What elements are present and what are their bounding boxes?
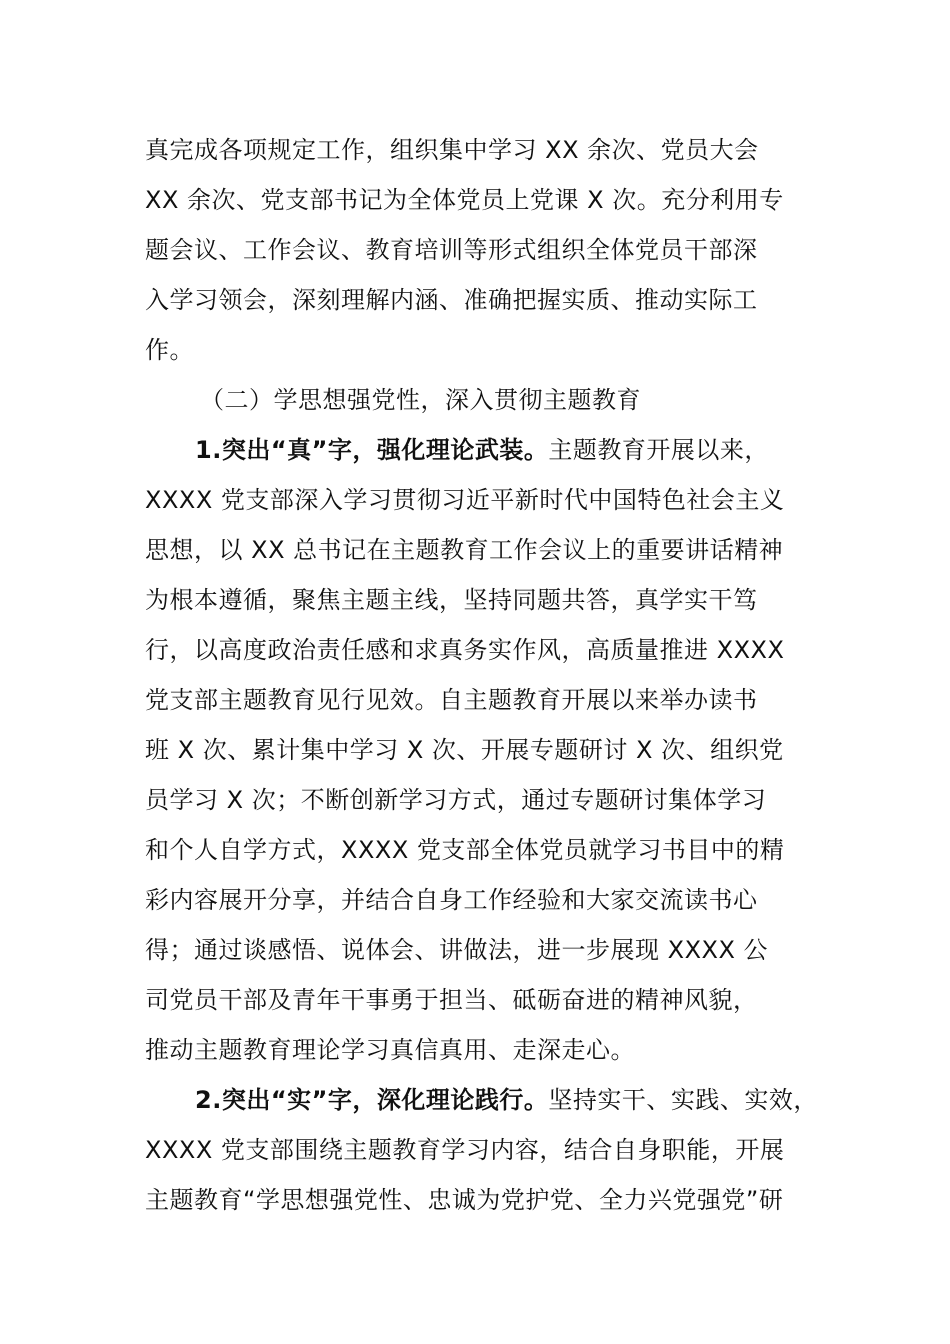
body-text-line: XXXX 党支部围绕主题教育学习内容，结合自身职能，开展	[145, 1136, 785, 1164]
body-text-line: XXXX 党支部深入学习贯彻习近平新时代中国特色社会主义	[145, 486, 785, 514]
subsection-heading: 2.突出“实”字，深化理论践行。	[195, 1086, 549, 1114]
body-text-line: 得；通过谈感悟、说体会、讲做法，进一步展现 XXXX 公	[145, 936, 769, 964]
section-heading: （二）学思想强党性，深入贯彻主题教育	[200, 386, 641, 414]
body-text-line: 彩内容展开分享，并结合自身工作经验和大家交流读书心	[145, 886, 758, 914]
subsection-paragraph-start	[195, 1084, 818, 1116]
body-text-line: 行，以高度政治责任感和求真务实作风，高质量推进 XXXX	[145, 636, 785, 664]
subsection-paragraph-start	[195, 434, 769, 466]
body-text-line: 作。	[145, 336, 194, 364]
body-text-line: XX 余次、党支部书记为全体党员上党课 X 次。充分利用专	[145, 186, 784, 214]
body-text-line: 为根本遵循，聚焦主题主线，坚持同题共答，真学实干笃	[145, 586, 758, 614]
body-text-line: 党支部主题教育见行见效。自主题教育开展以来举办读书	[145, 686, 758, 714]
body-text-segment: 主题教育开展以来，	[548, 436, 769, 464]
body-text-line: 入学习领会，深刻理解内涵、准确把握实质、推动实际工	[145, 286, 758, 314]
body-text-line: 员学习 X 次；不断创新学习方式，通过专题研讨集体学习	[145, 786, 767, 814]
subsection-heading: 1.突出“真”字，强化理论武装。	[195, 436, 549, 464]
body-text-segment: 坚持实干、实践、实效，	[548, 1086, 818, 1114]
body-text-line: 题会议、工作会议、教育培训等形式组织全体党员干部深	[145, 236, 758, 264]
body-text-line: 主题教育“学思想强党性、忠诚为党护党、全力兴党强党”研	[145, 1186, 784, 1214]
body-text-line: 推动主题教育理论学习真信真用、走深走心。	[145, 1036, 635, 1064]
body-text-line: 真完成各项规定工作，组织集中学习 XX 余次、党员大会	[145, 136, 759, 164]
body-text-line: 班 X 次、累计集中学习 X 次、开展专题研讨 X 次、组织党	[145, 736, 784, 764]
body-text-line: 司党员干部及青年干事勇于担当、砥砺奋进的精神风貌，	[145, 986, 758, 1014]
body-text-line: 和个人自学方式，XXXX 党支部全体党员就学习书目中的精	[145, 836, 785, 864]
body-text-line: 思想，以 XX 总书记在主题教育工作会议上的重要讲话精神	[145, 536, 784, 564]
